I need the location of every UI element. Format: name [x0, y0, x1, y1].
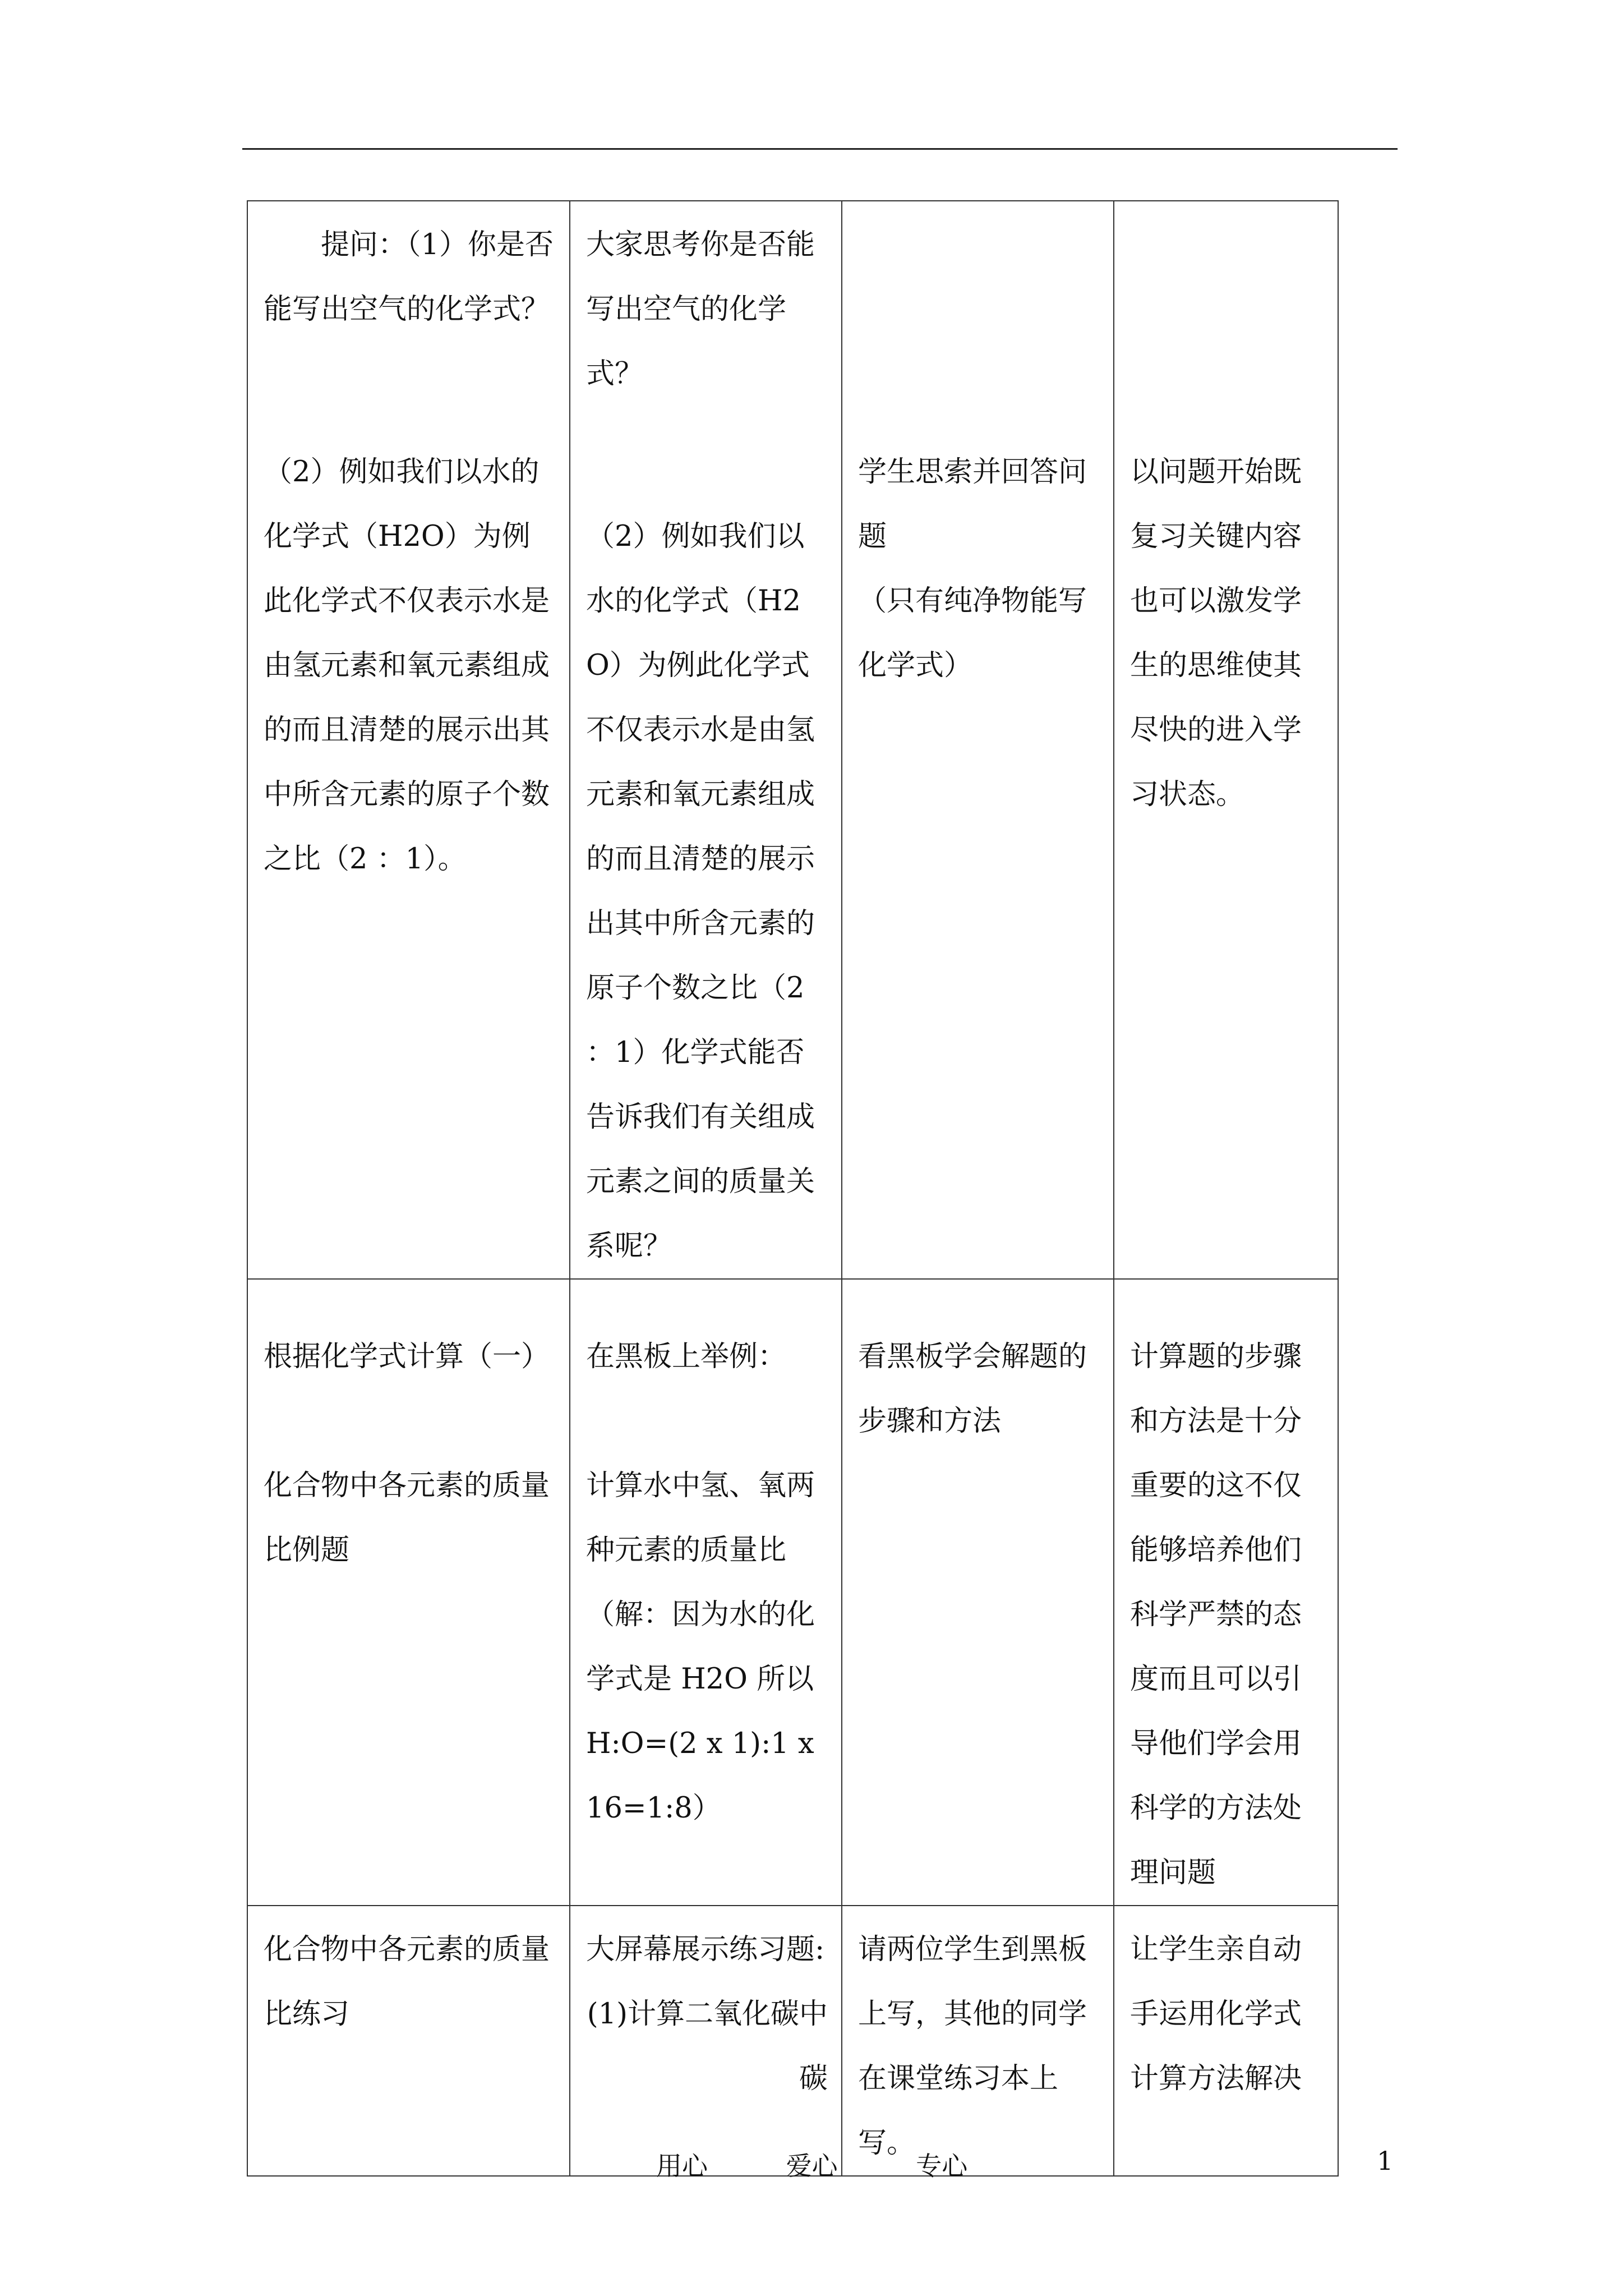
think-prompt-text: 大家思考你是否能写出空气的化学式？ — [586, 228, 815, 390]
teacher-prompt-cell — [570, 1906, 842, 2176]
footer-motto-item: 爱心 — [786, 2151, 838, 2181]
section-heading-text: 根据化学式计算（一） — [264, 1340, 550, 1373]
design-intent-text: 计算题的步骤和方法是十分重要的这不仅能够培养他们科学严禁的态度而且可以引导他们学会用科学的方法处理问题 — [1130, 1340, 1302, 1889]
table-row — [247, 201, 1338, 1279]
design-intent-cell — [1114, 201, 1338, 1279]
teacher-activity-cell — [247, 1279, 570, 1906]
water-formula-text: （2）例如我们以水的化学式（H2O）为例此化学式不仅表示水是由氢元素和氧元素组成的而且清楚的展示出其中所含元素的原子个数之比（2 ：1）化学式能否告诉我们有关组成元素之间的质量关系呢？ — [586, 520, 815, 1263]
header-rule — [242, 148, 1398, 150]
footer-motto-item: 用心 — [656, 2151, 708, 2181]
student-practice-text: 请两位学生到黑板上写，其他的同学在课堂练习本上写。 — [858, 1933, 1087, 2160]
design-intent-text: 让学生亲自动手运用化学式计算方法解决 — [1130, 1933, 1302, 2095]
page-number: 1 — [1377, 2146, 1394, 2176]
calculation-text: 计算水中氢、氧两种元素的质量比（解：因为水的化学式是 H2O 所以 H:O=(2 x 1):1 x 16=1:8） — [586, 1469, 815, 1825]
question-1-text: 提问：（1）你是否能写出空气的化学式？ — [264, 228, 554, 326]
teacher-activity-cell — [247, 1906, 570, 2176]
footer-motto-item: 专心 — [916, 2151, 968, 2181]
student-activity-cell — [842, 1906, 1114, 2176]
exercise-title-text: 化合物中各元素的质量比练习 — [264, 1933, 550, 2031]
teacher-activity-cell — [247, 201, 570, 1279]
table-row — [247, 1279, 1338, 1906]
design-intent-cell — [1114, 1279, 1338, 1906]
footer-motto — [656, 2146, 967, 2183]
exercise-1-text: (1)计算二氧化碳中碳 — [587, 1998, 828, 2095]
student-activity-cell — [842, 201, 1114, 1279]
example-title-text: 化合物中各元素的质量比例题 — [264, 1469, 550, 1567]
teacher-prompt-cell — [570, 1279, 842, 1906]
design-intent-text: 以问题开始既复习关键内容也可以激发学生的思维使其尽快的进入学习状态。 — [1130, 455, 1302, 811]
student-activity-cell — [842, 1279, 1114, 1906]
table-row — [247, 1906, 1338, 2176]
student-answer-text: 学生思索并回答问题 — [858, 455, 1087, 553]
student-note-text: （只有纯净物能写化学式） — [858, 585, 1087, 682]
design-intent-cell — [1114, 1906, 1338, 2176]
student-learn-text: 看黑板学会解题的步骤和方法 — [858, 1340, 1087, 1438]
blackboard-example-text: 在黑板上举例： — [586, 1340, 787, 1373]
question-2-text: （2）例如我们以水的化学式（H2O）为例此化学式不仅表示水是由氢元素和氧元素组成的而且清楚的展示出其中所含元素的原子个数之比（2 ：1）。 — [264, 455, 550, 876]
screen-exercise-text: 大屏幕展示练习题: — [586, 1933, 825, 1966]
lesson-plan-table — [247, 200, 1339, 2177]
teacher-prompt-cell — [570, 201, 842, 1279]
